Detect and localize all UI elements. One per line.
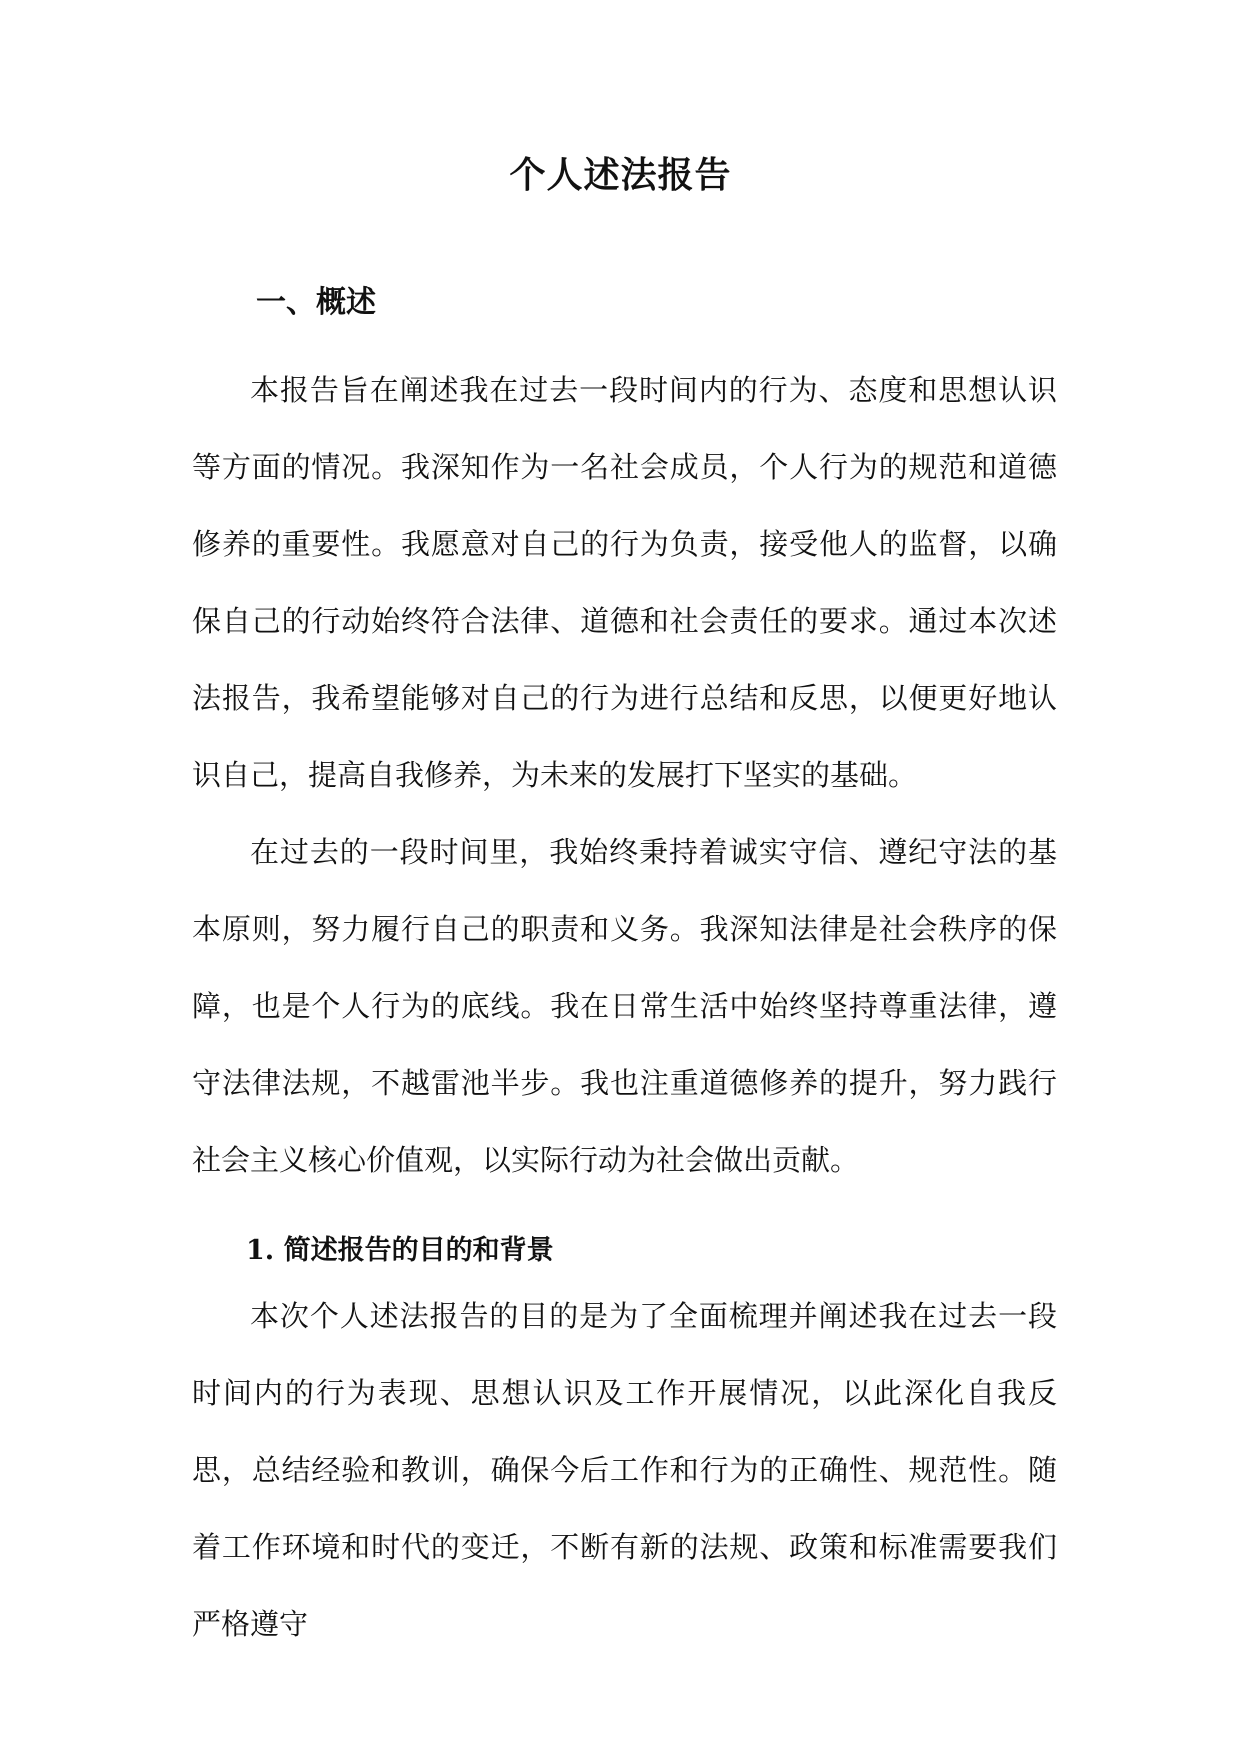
section-heading-overview: 一、概述 — [256, 285, 376, 320]
subsection-heading-purpose: 1. 简述报告的目的和背景 — [246, 1235, 554, 1266]
document-title: 个人述法报告 — [509, 154, 732, 196]
paragraph-overview-2: 在过去的一段时间里，我始终秉持着诚实守信、遵纪守法的基本原则，努力履行自己的职责和义务。我深知法律是社会秩序的保障，也是个人行为的底线。我在日常生活中始终坚持尊重法律，遵守法律法规，不越雷池半步。我也注重道德修养的提升，努力践行社会主义核心价值观，以实际行动为社会做出贡献。 — [192, 835, 1057, 1177]
paragraph-purpose: 本次个人述法报告的目的是为了全面梳理并阐述我在过去一段时间内的行为表现、思想认识及工作开展情况，以此深化自我反思，总结经验和教训，确保今后工作和行为的正确性、规范性。随着工作环境和时代的变迁，不断有新的法规、政策和标准需要我们严格遵守 — [192, 1299, 1057, 1641]
paragraph-overview-1: 本报告旨在阐述我在过去一段时间内的行为、态度和思想认识等方面的情况。我深知作为一名社会成员，个人行为的规范和道德修养的重要性。我愿意对自己的行为负责，接受他人的监督，以确保自己的行动始终符合法律、道德和社会责任的要求。通过本次述法报告，我希望能够对自己的行为进行总结和反思，以便更好地认识自己，提高自我修养，为未来的发展打下坚实的基础。 — [192, 373, 1057, 792]
